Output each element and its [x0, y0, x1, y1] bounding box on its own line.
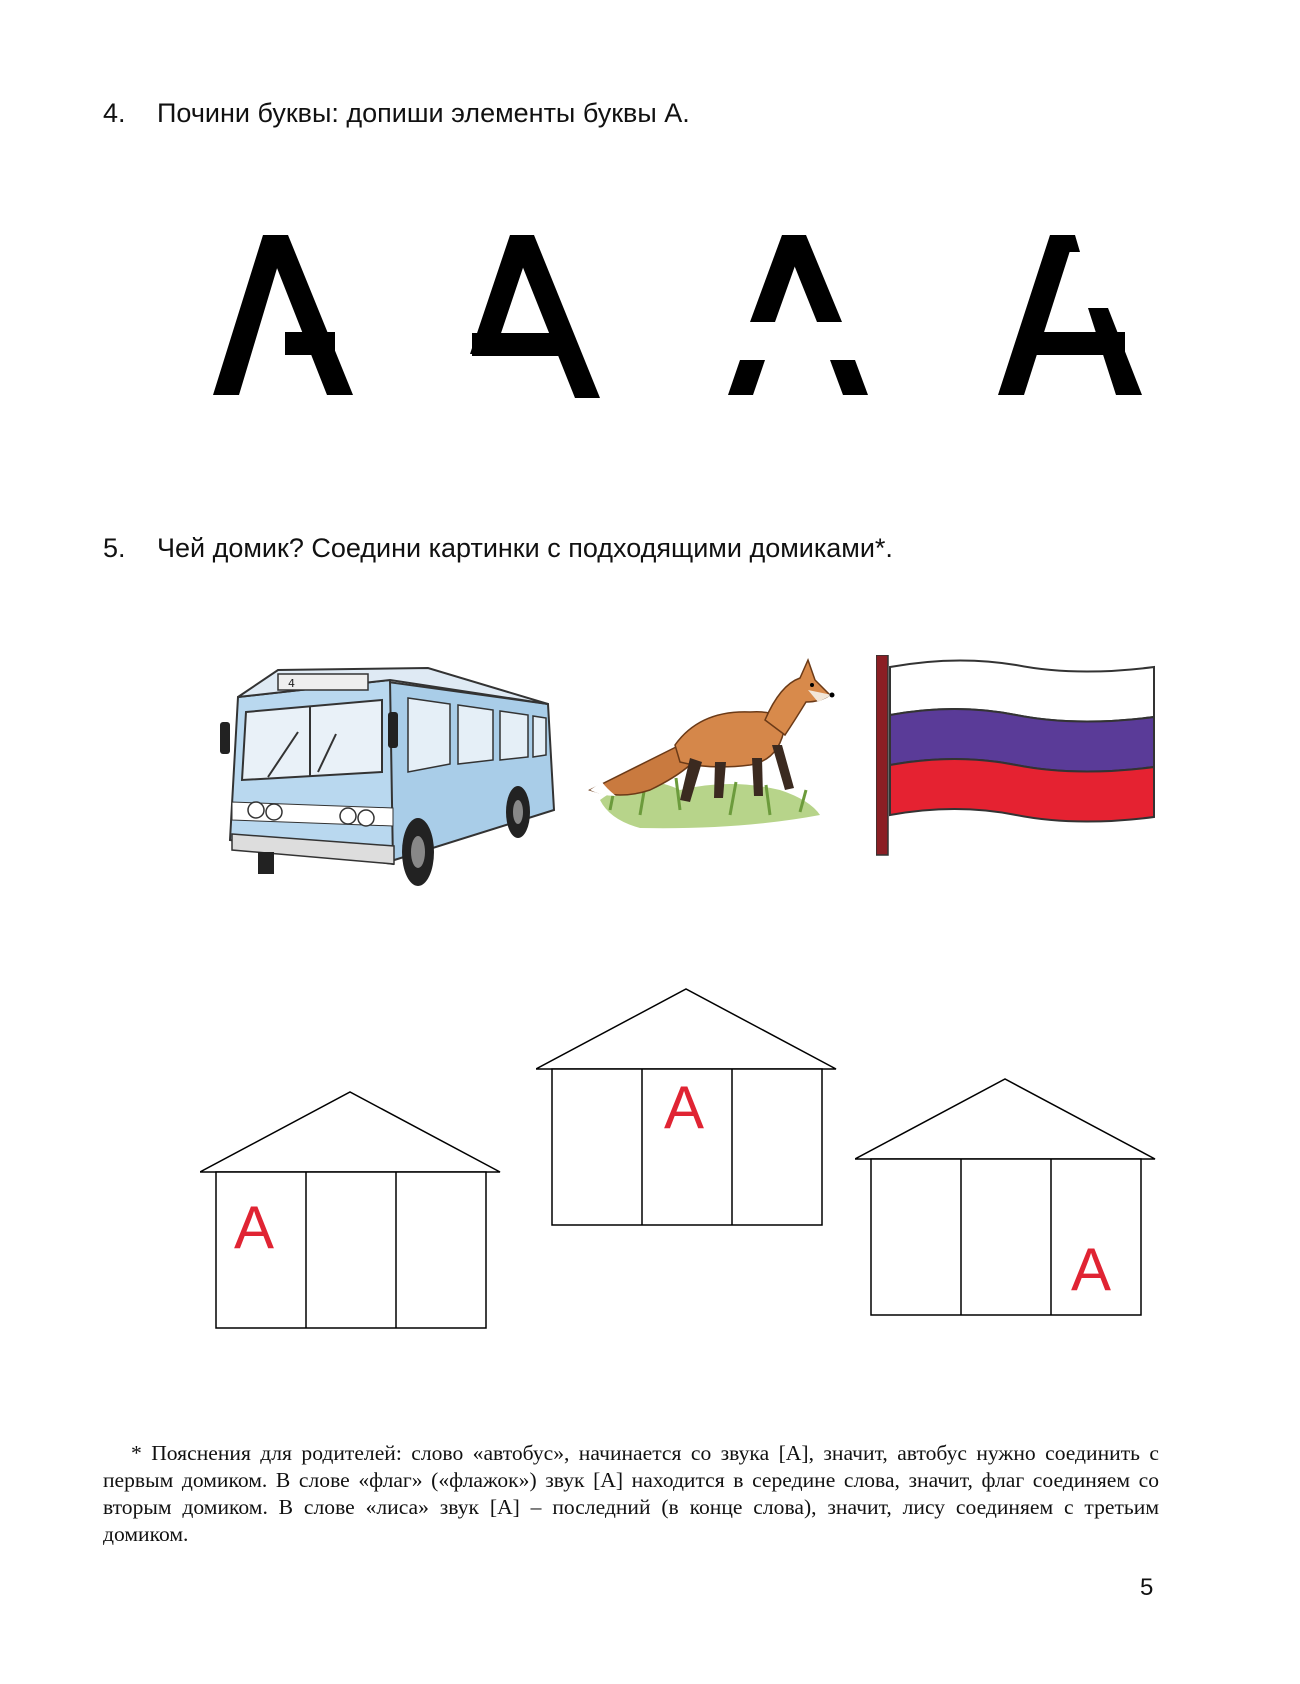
house-2-letter: А	[664, 1074, 705, 1141]
task-5-text: Чей домик? Соедини картинки с подходящими домиками*.	[157, 533, 893, 563]
house-1-letter: А	[234, 1194, 275, 1261]
task-5-number: 5.	[103, 533, 126, 563]
fox-picture[interactable]	[580, 650, 840, 845]
task-5-title	[103, 532, 893, 564]
parents-footnote: * Пояснения для родителей: слово «автобус», начинается со звука [А], значит, автобус нужно соединить с первым домиком. В слове «флаг» («флажок») звук [А] находится в середине слова, значит, флаг соединяем со вторым домиком. В слове «лиса» звук [А] – последний (в конце слова), значит, лису соединяем с третьим домиком.	[103, 1441, 1159, 1546]
task-4-text: Почини буквы: допиши элементы буквы А.	[157, 98, 690, 128]
broken-letter-3	[728, 235, 868, 395]
page-number: 5	[1140, 1574, 1154, 1601]
house-3-letter: А	[1071, 1236, 1112, 1303]
house-2[interactable]	[536, 975, 846, 1239]
broken-letter-2	[470, 235, 600, 398]
svg-text:4: 4	[288, 677, 295, 690]
house-1[interactable]	[200, 1078, 510, 1342]
house-3[interactable]	[855, 1065, 1165, 1329]
broken-letter-1	[213, 235, 353, 395]
task-4-number: 4.	[103, 98, 126, 128]
broken-letters	[0, 0, 1300, 460]
bus-picture[interactable]	[218, 662, 558, 892]
house-3-drawing	[855, 1065, 1165, 1329]
flag-picture[interactable]	[876, 655, 1166, 875]
broken-letter-4	[998, 235, 1142, 395]
